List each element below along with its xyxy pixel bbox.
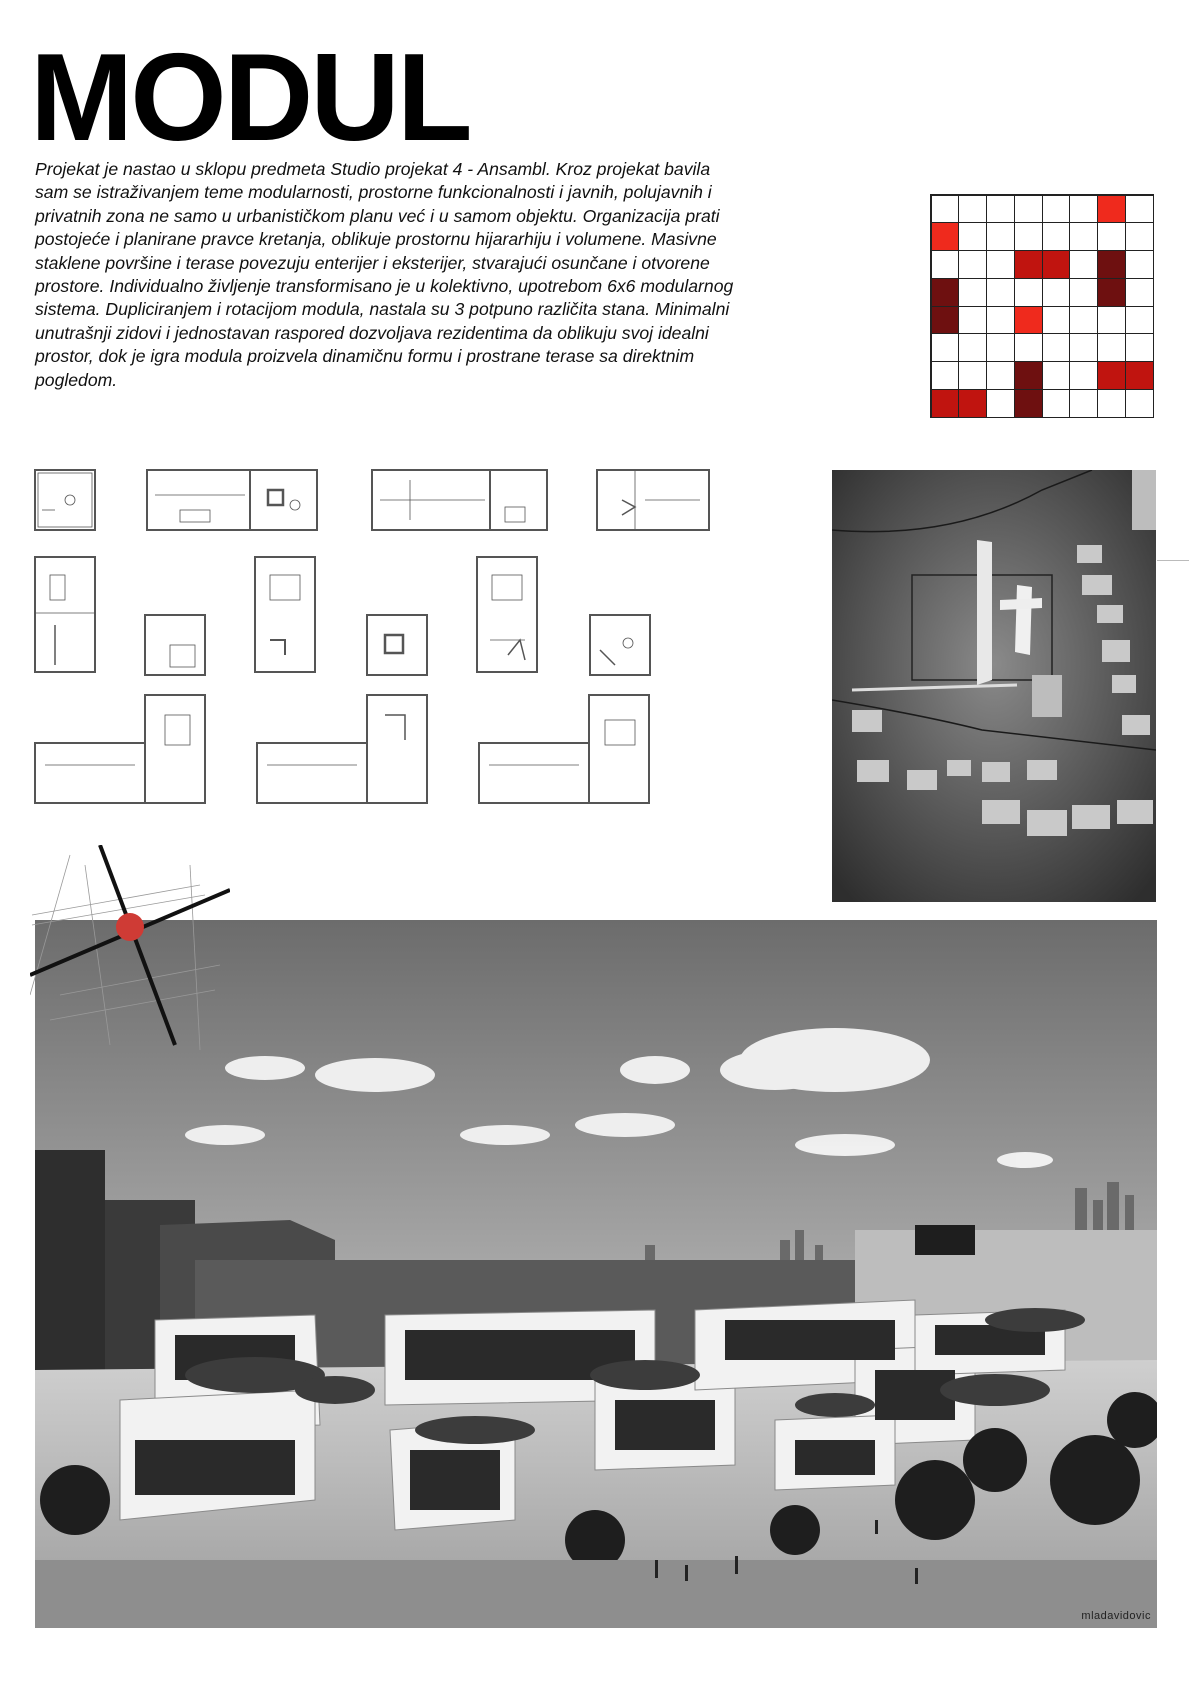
grid-cell <box>1125 250 1154 279</box>
grid-cell <box>1069 389 1098 418</box>
grid-cell <box>1097 195 1126 224</box>
grid-cell <box>1097 333 1126 362</box>
author-signature: mladavidovic <box>1081 1610 1151 1622</box>
plan-l-unit-1 <box>35 695 205 803</box>
grid-cell <box>1042 195 1071 224</box>
site-model-photo <box>832 470 1156 902</box>
grid-cell <box>958 361 987 390</box>
grid-cell <box>931 278 960 307</box>
grid-cell <box>1069 250 1098 279</box>
grid-cell <box>931 361 960 390</box>
grid-cell <box>1014 195 1043 224</box>
grid-cell <box>1014 278 1043 307</box>
grid-cell <box>1125 361 1154 390</box>
plan-duplex-a <box>147 470 317 530</box>
axis-diagram <box>30 845 230 1055</box>
grid-cell <box>1125 222 1154 251</box>
grid-cell <box>1125 389 1154 418</box>
plan-tower-2 <box>255 557 315 672</box>
grid-cell <box>1125 306 1154 335</box>
grid-cell <box>1042 361 1071 390</box>
grid-cell <box>986 222 1015 251</box>
margin-tick <box>1157 560 1189 561</box>
plan-l-unit-3 <box>479 695 649 803</box>
grid-cell <box>1125 195 1154 224</box>
grid-cell <box>1014 361 1043 390</box>
grid-cell <box>1042 389 1071 418</box>
grid-cell <box>931 306 960 335</box>
grid-cell <box>1097 278 1126 307</box>
grid-cell <box>958 389 987 418</box>
plan-module-1 <box>35 470 95 530</box>
grid-cell <box>958 195 987 224</box>
grid-cell <box>931 389 960 418</box>
plan-small-3 <box>590 615 650 675</box>
grid-cell <box>931 333 960 362</box>
grid-cell <box>986 306 1015 335</box>
plan-tower-1 <box>35 557 95 672</box>
plan-l-unit-2 <box>257 695 427 803</box>
grid-cell <box>1042 250 1071 279</box>
grid-cell <box>1069 306 1098 335</box>
grid-cell <box>1014 389 1043 418</box>
grid-cell <box>1069 278 1098 307</box>
grid-cell <box>986 250 1015 279</box>
project-description: Projekat je nastao u sklopu predmeta Studio projekat 4 - Ansambl. Kroz projekat bavila sam se istraživanjem teme modularnosti, prostorne funkcionalnosti i javnih, polujavnih i privatnih zona ne samo u urbanističkom planu već i u samom objektu. Organizacija prati postojeće i planirane pravce kretanja, oblikuje prostornu hijararhiju i volumene. Masivne staklene površine i terase povezuju enterijer i eksterijer, stvarajući osunčane i otvorene prostore. Individualno življenje transformisano je u kolektivno, upotrebom 6x6 modularnog sistema. Dupliciranjem i rotacijom modula, nastala su 3 potpuno različita stana. Minimalni unutrašnji zidovi i jednostavan raspored dozvoljava rezidentima da oblikuju svoj idealni prostor, dok je igra modula proizvela dinamičnu formu i prostrane terase sa direktnim pogledom. <box>35 159 734 390</box>
grid-cell <box>986 333 1015 362</box>
grid-cell <box>1097 389 1126 418</box>
grid-cell <box>1042 222 1071 251</box>
grid-cell <box>1069 195 1098 224</box>
grid-cell <box>931 222 960 251</box>
grid-cell <box>1069 361 1098 390</box>
grid-cell <box>1069 222 1098 251</box>
location-marker-icon <box>116 913 144 941</box>
grid-cell <box>1097 250 1126 279</box>
grid-cell <box>958 333 987 362</box>
grid-cell <box>986 195 1015 224</box>
poster-title: MODUL <box>30 29 470 167</box>
grid-cell <box>1069 333 1098 362</box>
grid-cell <box>986 389 1015 418</box>
module-grid-diagram <box>930 194 1154 418</box>
grid-cell <box>1097 306 1126 335</box>
grid-cell <box>958 222 987 251</box>
grid-cell <box>1042 278 1071 307</box>
grid-cell <box>1125 278 1154 307</box>
grid-cell <box>1014 333 1043 362</box>
grid-cell <box>1042 333 1071 362</box>
grid-cell <box>1097 361 1126 390</box>
grid-cell <box>1014 250 1043 279</box>
grid-cell <box>1014 306 1043 335</box>
grid-cell <box>986 361 1015 390</box>
grid-cell <box>986 278 1015 307</box>
plan-small-2 <box>367 615 427 675</box>
grid-cell <box>1125 333 1154 362</box>
plan-module-2 <box>597 470 709 530</box>
grid-cell <box>958 250 987 279</box>
grid-cell <box>958 306 987 335</box>
grid-cell <box>1097 222 1126 251</box>
grid-cell <box>931 250 960 279</box>
plan-tower-3 <box>477 557 537 672</box>
grid-cell <box>1014 222 1043 251</box>
floor-plans <box>30 465 730 835</box>
plan-duplex-b <box>372 470 547 530</box>
grid-cell <box>931 195 960 224</box>
grid-cell <box>1042 306 1071 335</box>
plan-small-1 <box>145 615 205 675</box>
grid-cell <box>958 278 987 307</box>
